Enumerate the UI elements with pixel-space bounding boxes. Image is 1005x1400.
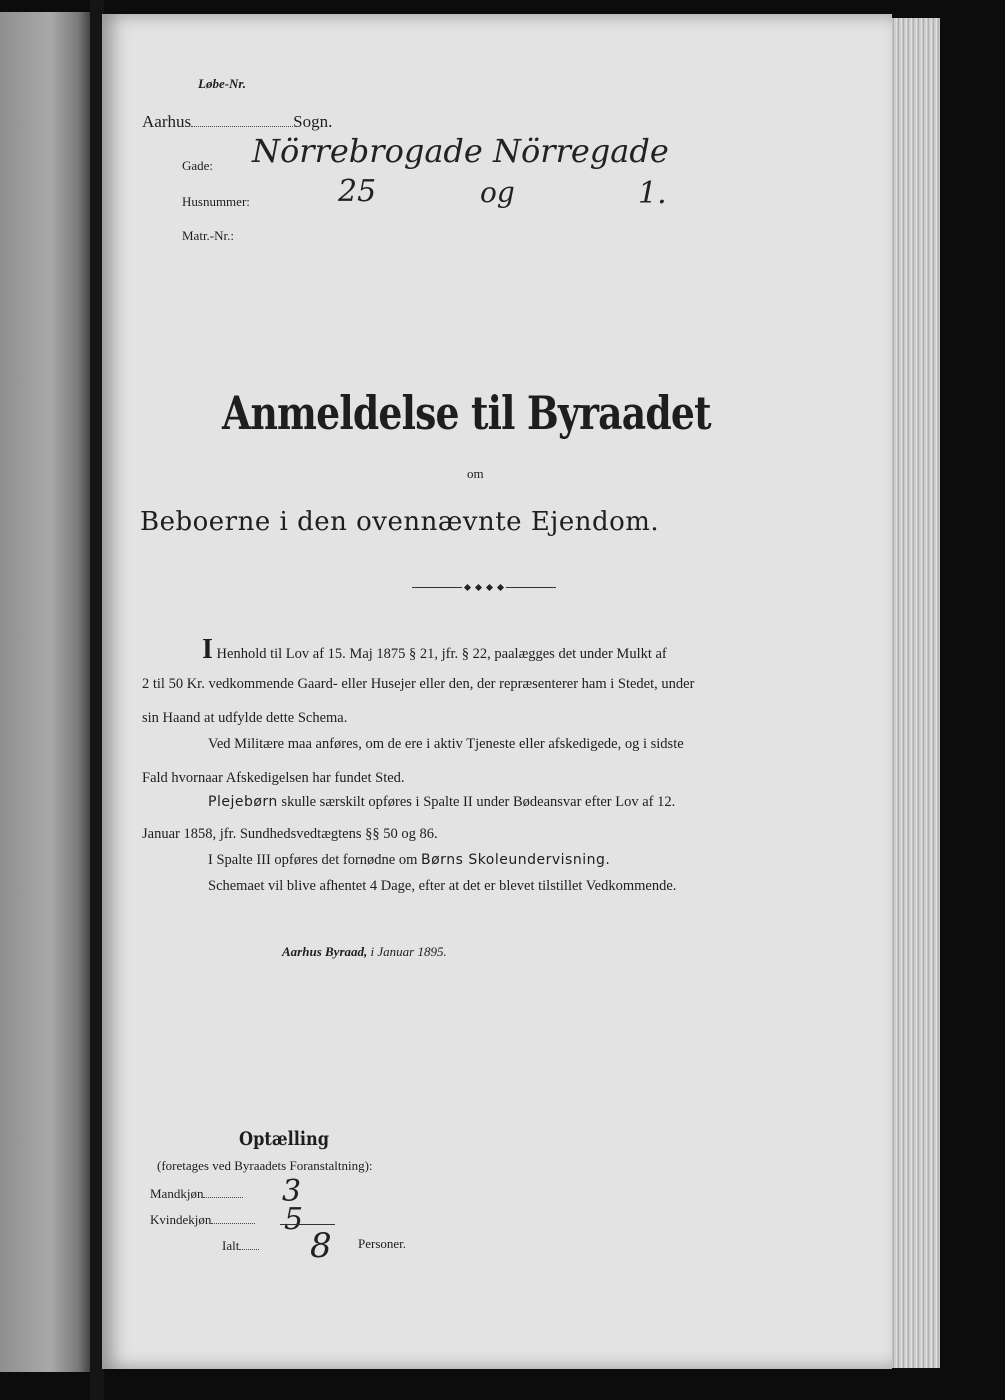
paragraph-1-line-2: 2 til 50 Kr. vedkommende Gaard- eller Husejer eller den, der repræsenterer ham i Stedet, under xyxy=(142,676,695,692)
form-page xyxy=(102,14,892,1369)
total-dots xyxy=(239,1249,259,1250)
male-dots xyxy=(203,1197,243,1198)
male-value: 3 xyxy=(282,1174,302,1209)
paragraph-3-line-1 xyxy=(208,792,675,812)
total-row xyxy=(222,1238,259,1254)
paragraph-1-line-3: sin Haand at udfylde dette Schema. xyxy=(142,710,348,726)
divider-ornament xyxy=(412,585,556,590)
matr-label: Matr.-Nr.: xyxy=(182,228,234,243)
parish-prefix: Aarhus xyxy=(142,112,192,131)
female-dots xyxy=(211,1223,255,1224)
male-row xyxy=(150,1186,243,1202)
p1-line1-text: Henhold til Lov af 15. Maj 1875 § 21, jfr. § 22, paalægges det under Mulkt af xyxy=(216,646,667,662)
parish-blank xyxy=(191,126,293,127)
female-row xyxy=(150,1212,255,1228)
signature-date: i Januar 1895. xyxy=(370,944,447,959)
signature-issuer: Aarhus Byraad, xyxy=(282,944,368,959)
husnummer-value-1: 25 xyxy=(338,174,377,209)
drop-cap: I xyxy=(202,634,213,665)
parish-field xyxy=(142,112,332,132)
count-subheading: (foretages ved Byraadets Foranstaltning): xyxy=(157,1158,373,1173)
total-label: Ialt xyxy=(222,1238,240,1253)
form-subtitle: Beboerne i den ovennævnte Ejendom. xyxy=(140,507,660,537)
gade-label: Gade: xyxy=(182,158,214,173)
form-title: Anmeldelse til Byraadet xyxy=(222,386,711,440)
p3-line1-text: skulle særskilt opføres i Spalte II under Bødeansvar efter Lov af 12. xyxy=(281,794,676,810)
male-label: Mandkjøn xyxy=(150,1186,204,1201)
husnummer-value-2: 1. xyxy=(638,176,667,211)
signature-line xyxy=(282,944,447,960)
female-label: Kvindekjøn xyxy=(150,1212,212,1227)
om-word: om xyxy=(467,466,484,481)
female-value: 5 xyxy=(284,1202,304,1237)
paragraph-5: Schemaet vil blive afhentet 4 Dage, efter at det er blevet tilstillet Vedkommende. xyxy=(208,878,677,894)
school-emphasis: Børns Skoleundervisning. xyxy=(421,852,611,868)
count-heading: Optælling xyxy=(239,1128,330,1150)
plejeborn-emphasis: Plejebørn xyxy=(208,794,278,810)
facing-left-page xyxy=(0,12,92,1372)
lobe-nr-label: Løbe-Nr. xyxy=(198,76,247,91)
husnummer-label: Husnummer: xyxy=(182,194,250,209)
paragraph-1-line-1 xyxy=(202,634,667,665)
husnummer-value-og: og xyxy=(480,176,515,209)
paragraph-2-line-2: Fald hvornaar Afskedigelsen har fundet Sted. xyxy=(142,770,405,786)
paragraph-3-line-2: Januar 1858, jfr. Sundhedsvedtægtens §§ 50 og 86. xyxy=(142,826,438,842)
total-rule xyxy=(280,1224,335,1225)
total-unit: Personer. xyxy=(358,1236,407,1251)
paragraph-2-line-1: Ved Militære maa anføres, om de ere i aktiv Tjeneste eller afskedigede, og i sidste xyxy=(208,736,684,752)
p4-text: I Spalte III opføres det fornødne om xyxy=(208,852,418,868)
total-value: 8 xyxy=(310,1226,332,1266)
paragraph-4 xyxy=(208,850,610,870)
parish-suffix: Sogn. xyxy=(293,112,333,131)
gade-value: Nörrebrogade Nörregade xyxy=(252,132,669,170)
